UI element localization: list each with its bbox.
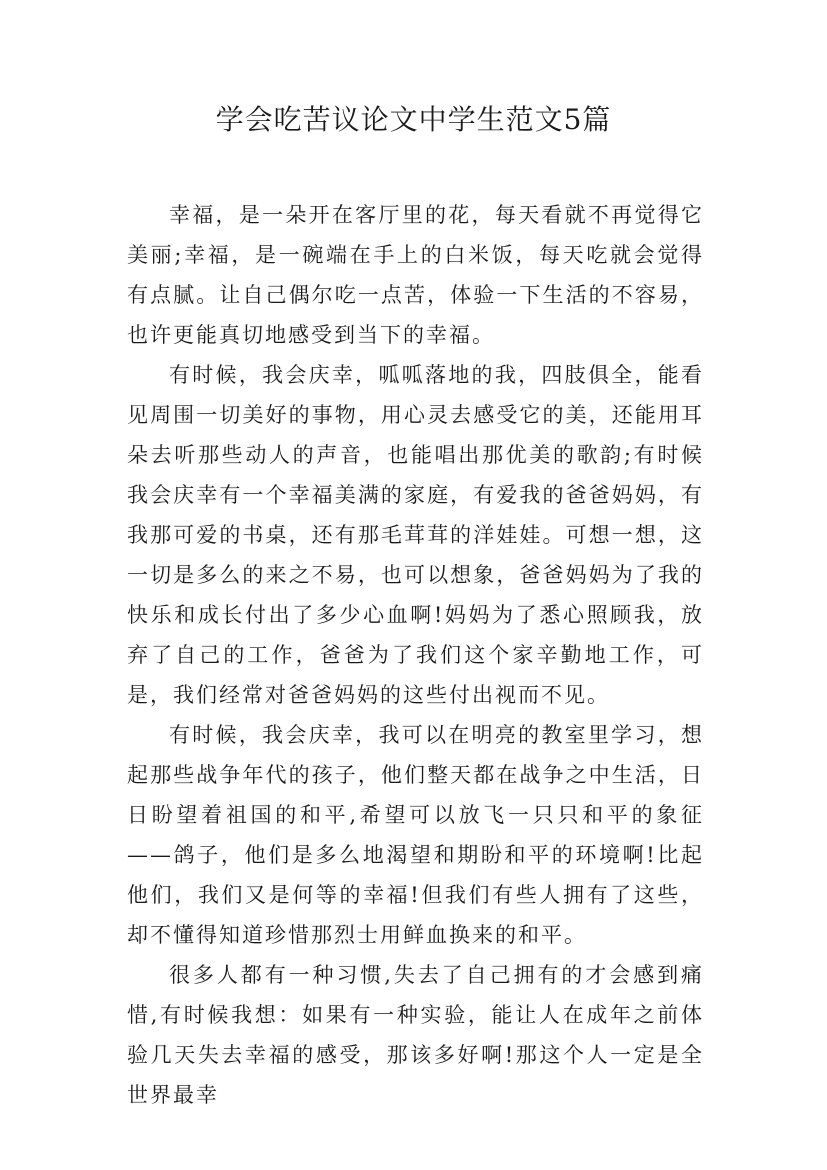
- document-body: [127, 195, 704, 1115]
- paragraph-1: 幸福，是一朵开在客厅里的花，每天看就不再觉得它美丽;幸福，是一碗端在手上的白米饭，每天吃就会觉得有点腻。让自己偶尔吃一点苦，体验一下生活的不容易，也许更能真切地感受到当下的幸福。: [127, 203, 704, 347]
- paragraph-2: 有时候，我会庆幸，呱呱落地的我，四肢俱全，能看见周围一切美好的事物，用心灵去感受它的美，还能用耳朵去听那些动人的声音，也能唱出那优美的歌韵;有时候我会庆幸有一个幸福美满的家庭，有爱我的爸爸妈妈，有我那可爱的书桌，还有那毛茸茸的洋娃娃。可想一想，这一切是多么的来之不易，也可以想象，爸爸妈妈为了我的快乐和成长付出了多少心血啊!妈妈为了悉心照顾我，放弃了自己的工作，爸爸为了我们这个家辛勤地工作，可是，我们经常对爸爸妈妈的这些付出视而不见。: [127, 363, 704, 707]
- document-title: 学会吃苦议论文中学生范文5篇: [215, 103, 612, 136]
- paragraph-4: 很多人都有一种习惯,失去了自己拥有的才会感到痛惜,有时候我想：如果有一种实验，能让人在成年之前体验几天失去幸福的感受，那该多好啊!那这个人一定是全世界最幸: [127, 963, 704, 1107]
- paragraph-3: 有时候，我会庆幸，我可以在明亮的教室里学习，想起那些战争年代的孩子，他们整天都在战争之中生活，日日盼望着祖国的和平,希望可以放飞一只只和平的象征——鸽子，他们是多么地渴望和期盼和平的环境啊!比起他们，我们又是何等的幸福!但我们有些人拥有了这些，却不懂得知道珍惜那烈士用鲜血换来的和平。: [127, 723, 704, 947]
